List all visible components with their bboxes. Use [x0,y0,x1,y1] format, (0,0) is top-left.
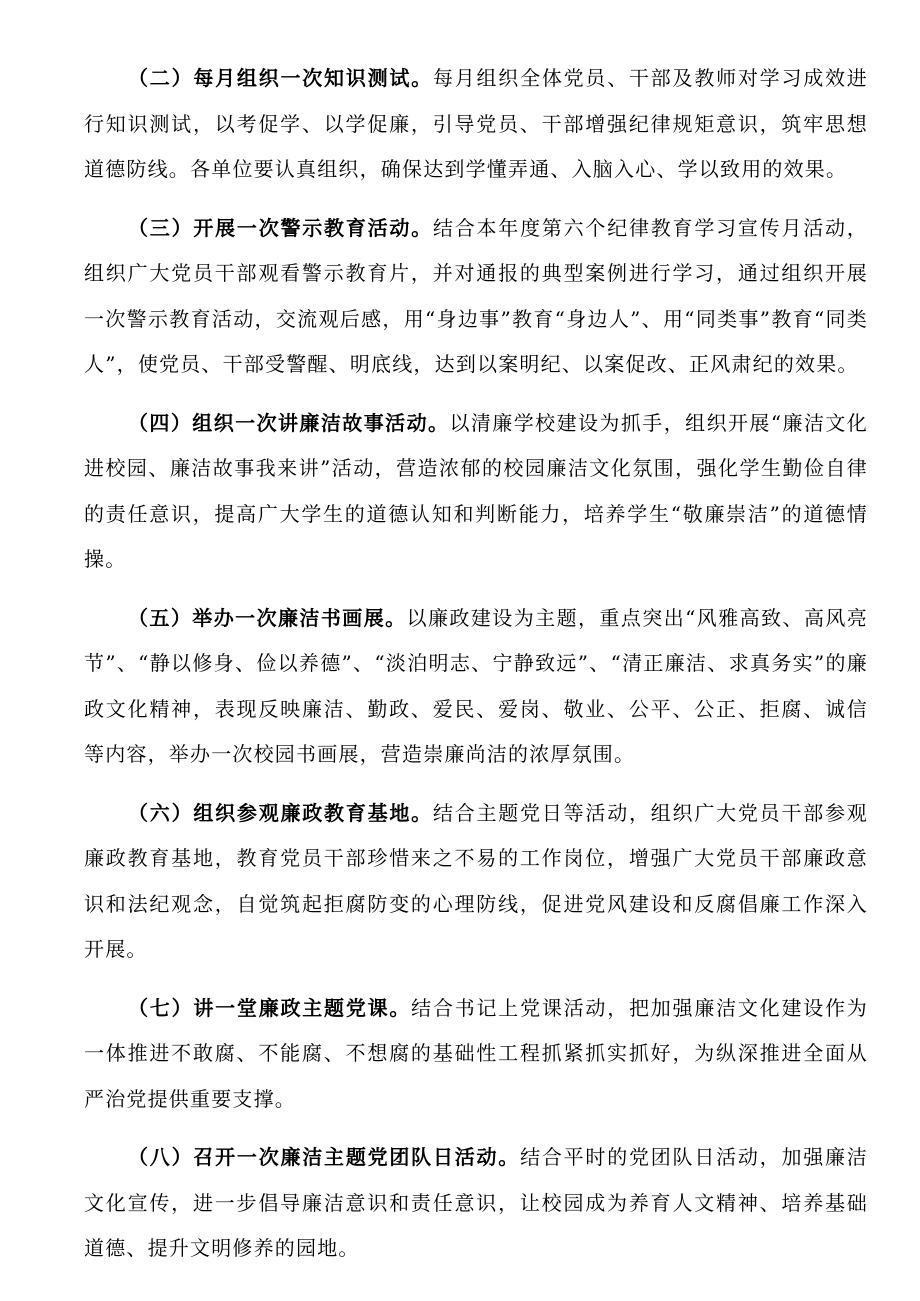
paragraph-body: 结合书记上党课活动，把加强廉洁文化建设作为一体推进不敢腐、不能腐、不想腐的基础性工程抓紧抓实抓好，为纵深推进全面从严治党提供重要支撑。 [84,995,869,1111]
paragraph-body: 结合本年度第六个纪律教育学习宣传月活动，组织广大党员干部观看警示教育片，并对通报的典型案例进行学习，通过组织开展一次警示教育活动，交流观后感，用“身边事”教育“身边人”、用“同类事”教育“同类人”，使党员、干部受警醒、明底线，达到以案明纪、以案促改、正风肃纪的效果。 [84,215,869,376]
paragraph-body: 结合平时的党团队日活动，加强廉洁文化宣传，进一步倡导廉洁意识和责任意识，让校园成为养育人文精神、培养基础道德、提升文明修养的园地。 [84,1145,868,1260]
paragraph-4 [84,401,868,583]
paragraph-7 [84,986,868,1123]
paragraph-body: 以廉政建设为主题，重点突出“风雅高致、高风亮节”、“静以修身、俭以养德”、“淡泊明志、宁静致远”、“清正廉洁、求真务实”的廉政文化精神，表现反映廉洁、勤政、爱民、爱岗、敬业、公平、公正、拒腐、诚信等内容，举办一次校园书画展，营造崇廉尚洁的浓厚氛围。 [84,605,868,766]
paragraph-heading: （四）组织一次讲廉洁故事活动。 [128,410,450,435]
paragraph-heading: （七）讲一堂廉政主题党课。 [128,995,412,1020]
paragraph-body: 结合主题党日等活动，组织广大党员干部参观廉政教育基地，教育党员干部珍惜来之不易的工作岗位，增强广大党员干部廉政意识和法纪观念，自觉筑起拒腐防变的心理防线，促进党风建设和反腐倡廉工作深入开展。 [84,800,869,961]
paragraph-8 [84,1135,868,1272]
paragraph-body: 每月组织全体党员、干部及教师对学习成效进行知识测试，以考促学、以学促廉，引导党员、干部增强纪律规矩意识，筑牢思想道德防线。各单位要认真组织，确保达到学懂弄通、入脑入心、学以致用的效果。 [84,66,869,181]
paragraph-heading: （八）召开一次廉洁主题党团队日活动。 [128,1145,521,1169]
paragraph-heading: （六）组织参观廉政教育基地。 [128,800,433,825]
paragraph-heading: （三）开展一次警示教育活动。 [128,215,433,240]
paragraph-heading: （五）举办一次廉洁书画展。 [128,605,407,630]
paragraph-heading: （二）每月组织一次知识测试。 [128,66,433,90]
paragraph-3 [84,206,868,388]
paragraph-2 [84,56,868,193]
paragraph-body: 以清廉学校建设为抓手，组织开展“廉洁文化进校园、廉洁故事我来讲”活动，营造浓郁的校园廉洁文化氛围，强化学生勤俭自律的责任意识，提高广大学生的道德认知和判断能力，培养学生“敬廉崇洁”的道德情操。 [84,410,869,571]
paragraph-5 [84,596,868,778]
paragraph-6 [84,791,868,973]
